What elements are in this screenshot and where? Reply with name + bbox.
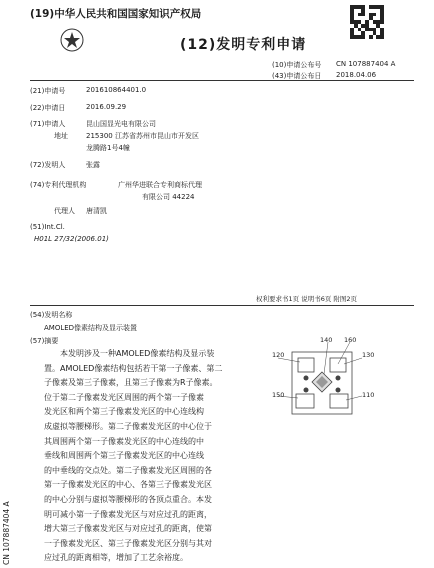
- side-publication-number: CN 107887404 A: [2, 501, 11, 565]
- application-date-label: (22)申请日: [30, 104, 66, 112]
- intcl-label: (51)Int.Cl.: [30, 223, 65, 231]
- abstract-line: 应过孔的距离相等，增加了工艺余裕度。: [44, 553, 188, 563]
- abstract-line: 其周围两个第一子像素发光区的中心连线的中: [44, 436, 204, 446]
- figure-label-120: 120: [272, 351, 285, 359]
- office-name: (19)中华人民共和国国家知识产权局: [30, 8, 202, 20]
- agency-label: (74)专利代理机构: [30, 181, 87, 189]
- document-type: (12)发明专利申请: [180, 37, 307, 53]
- header-divider: [30, 80, 414, 81]
- publication-date: 2018.04.06: [336, 71, 377, 79]
- application-number-label: (21)申请号: [30, 87, 66, 95]
- inventor-label: (72)发明人: [30, 161, 66, 169]
- abstract-line: 第一子像素发光区的中心、各第三子像素发光区: [44, 480, 212, 490]
- qr-code-icon: [350, 5, 384, 39]
- address-label: 地址: [54, 132, 68, 140]
- abstract-line: 垂线和周围两个第三子像素发光区的中心连线: [44, 451, 204, 461]
- applicant-label: (71)申请人: [30, 120, 66, 128]
- abstract-line: 的中垂线的交点处。第二子像素发光区周围的各: [44, 465, 212, 475]
- abstract-line: 的中心分别与虚拟等腰梯形的各顶点重合。本发: [44, 494, 212, 504]
- address-line-1: 215300 江苏省苏州市昆山市开发区: [86, 132, 199, 140]
- invention-title: AMOLED像素结构及显示装置: [44, 324, 138, 332]
- agency-line-1: 广州华进联合专利商标代理: [118, 181, 202, 189]
- abstract-line: 成虚拟等腰梯形。第二子像素发光区的中心位于: [44, 421, 212, 431]
- section-divider: [30, 305, 414, 306]
- figure-label-140: 140: [320, 336, 333, 344]
- abstract-line: 位于第二子像素发光区周围的两个第一子像素: [44, 392, 204, 402]
- figure-label-110: 110: [362, 391, 375, 399]
- application-date: 2016.09.29: [86, 103, 127, 111]
- publication-number-label: (10)申请公布号: [272, 61, 322, 69]
- agent-label: 代理人: [54, 207, 75, 215]
- figure-label-130: 130: [362, 351, 375, 359]
- intcl-code: H01L 27/32(2006.01): [34, 235, 109, 243]
- inventor: 张露: [86, 161, 100, 169]
- figure-label-160: 160: [344, 336, 357, 344]
- abstract-line: 置。AMOLED像素结构包括若干第一子像素、第二: [44, 363, 223, 373]
- abstract-line: 本发明涉及一种AMOLED像素结构及显示装: [60, 349, 215, 358]
- application-number: 201610864401.0: [86, 86, 147, 94]
- pixel-structure-figure: [258, 334, 378, 438]
- emblem-icon: [60, 28, 84, 56]
- abstract-line: 明可减小第一子像素发光区与对应过孔的距离，: [44, 509, 212, 519]
- invention-title-label: (54)发明名称: [30, 311, 73, 319]
- abstract-text: [44, 347, 222, 566]
- abstract-label: (57)摘要: [30, 337, 59, 345]
- publication-date-label: (43)申请公布日: [272, 72, 322, 80]
- abstract-line: 子像素及第三子像素，且第三子像素为R子像素。: [44, 378, 218, 388]
- agent: 唐清凯: [86, 207, 107, 215]
- publication-number: CN 107887404 A: [336, 60, 396, 68]
- figure-label-150: 150: [272, 391, 285, 399]
- applicant: 昆山国显光电有限公司: [86, 120, 156, 128]
- abstract-line: 一子像素发光区、第三子像素发光区分别与其对: [44, 538, 212, 548]
- agency-line-2: 有限公司 44224: [142, 193, 195, 201]
- abstract-line: 发光区和两个第三子像素发光区的中心连线构: [44, 407, 204, 417]
- page-count-line: 权利要求书1页 说明书6页 附图2页: [256, 295, 358, 303]
- abstract-line: 增大第三子像素发光区与对应过孔的距离，使第: [44, 524, 212, 534]
- address-line-2: 龙腾路1号4幢: [86, 144, 130, 152]
